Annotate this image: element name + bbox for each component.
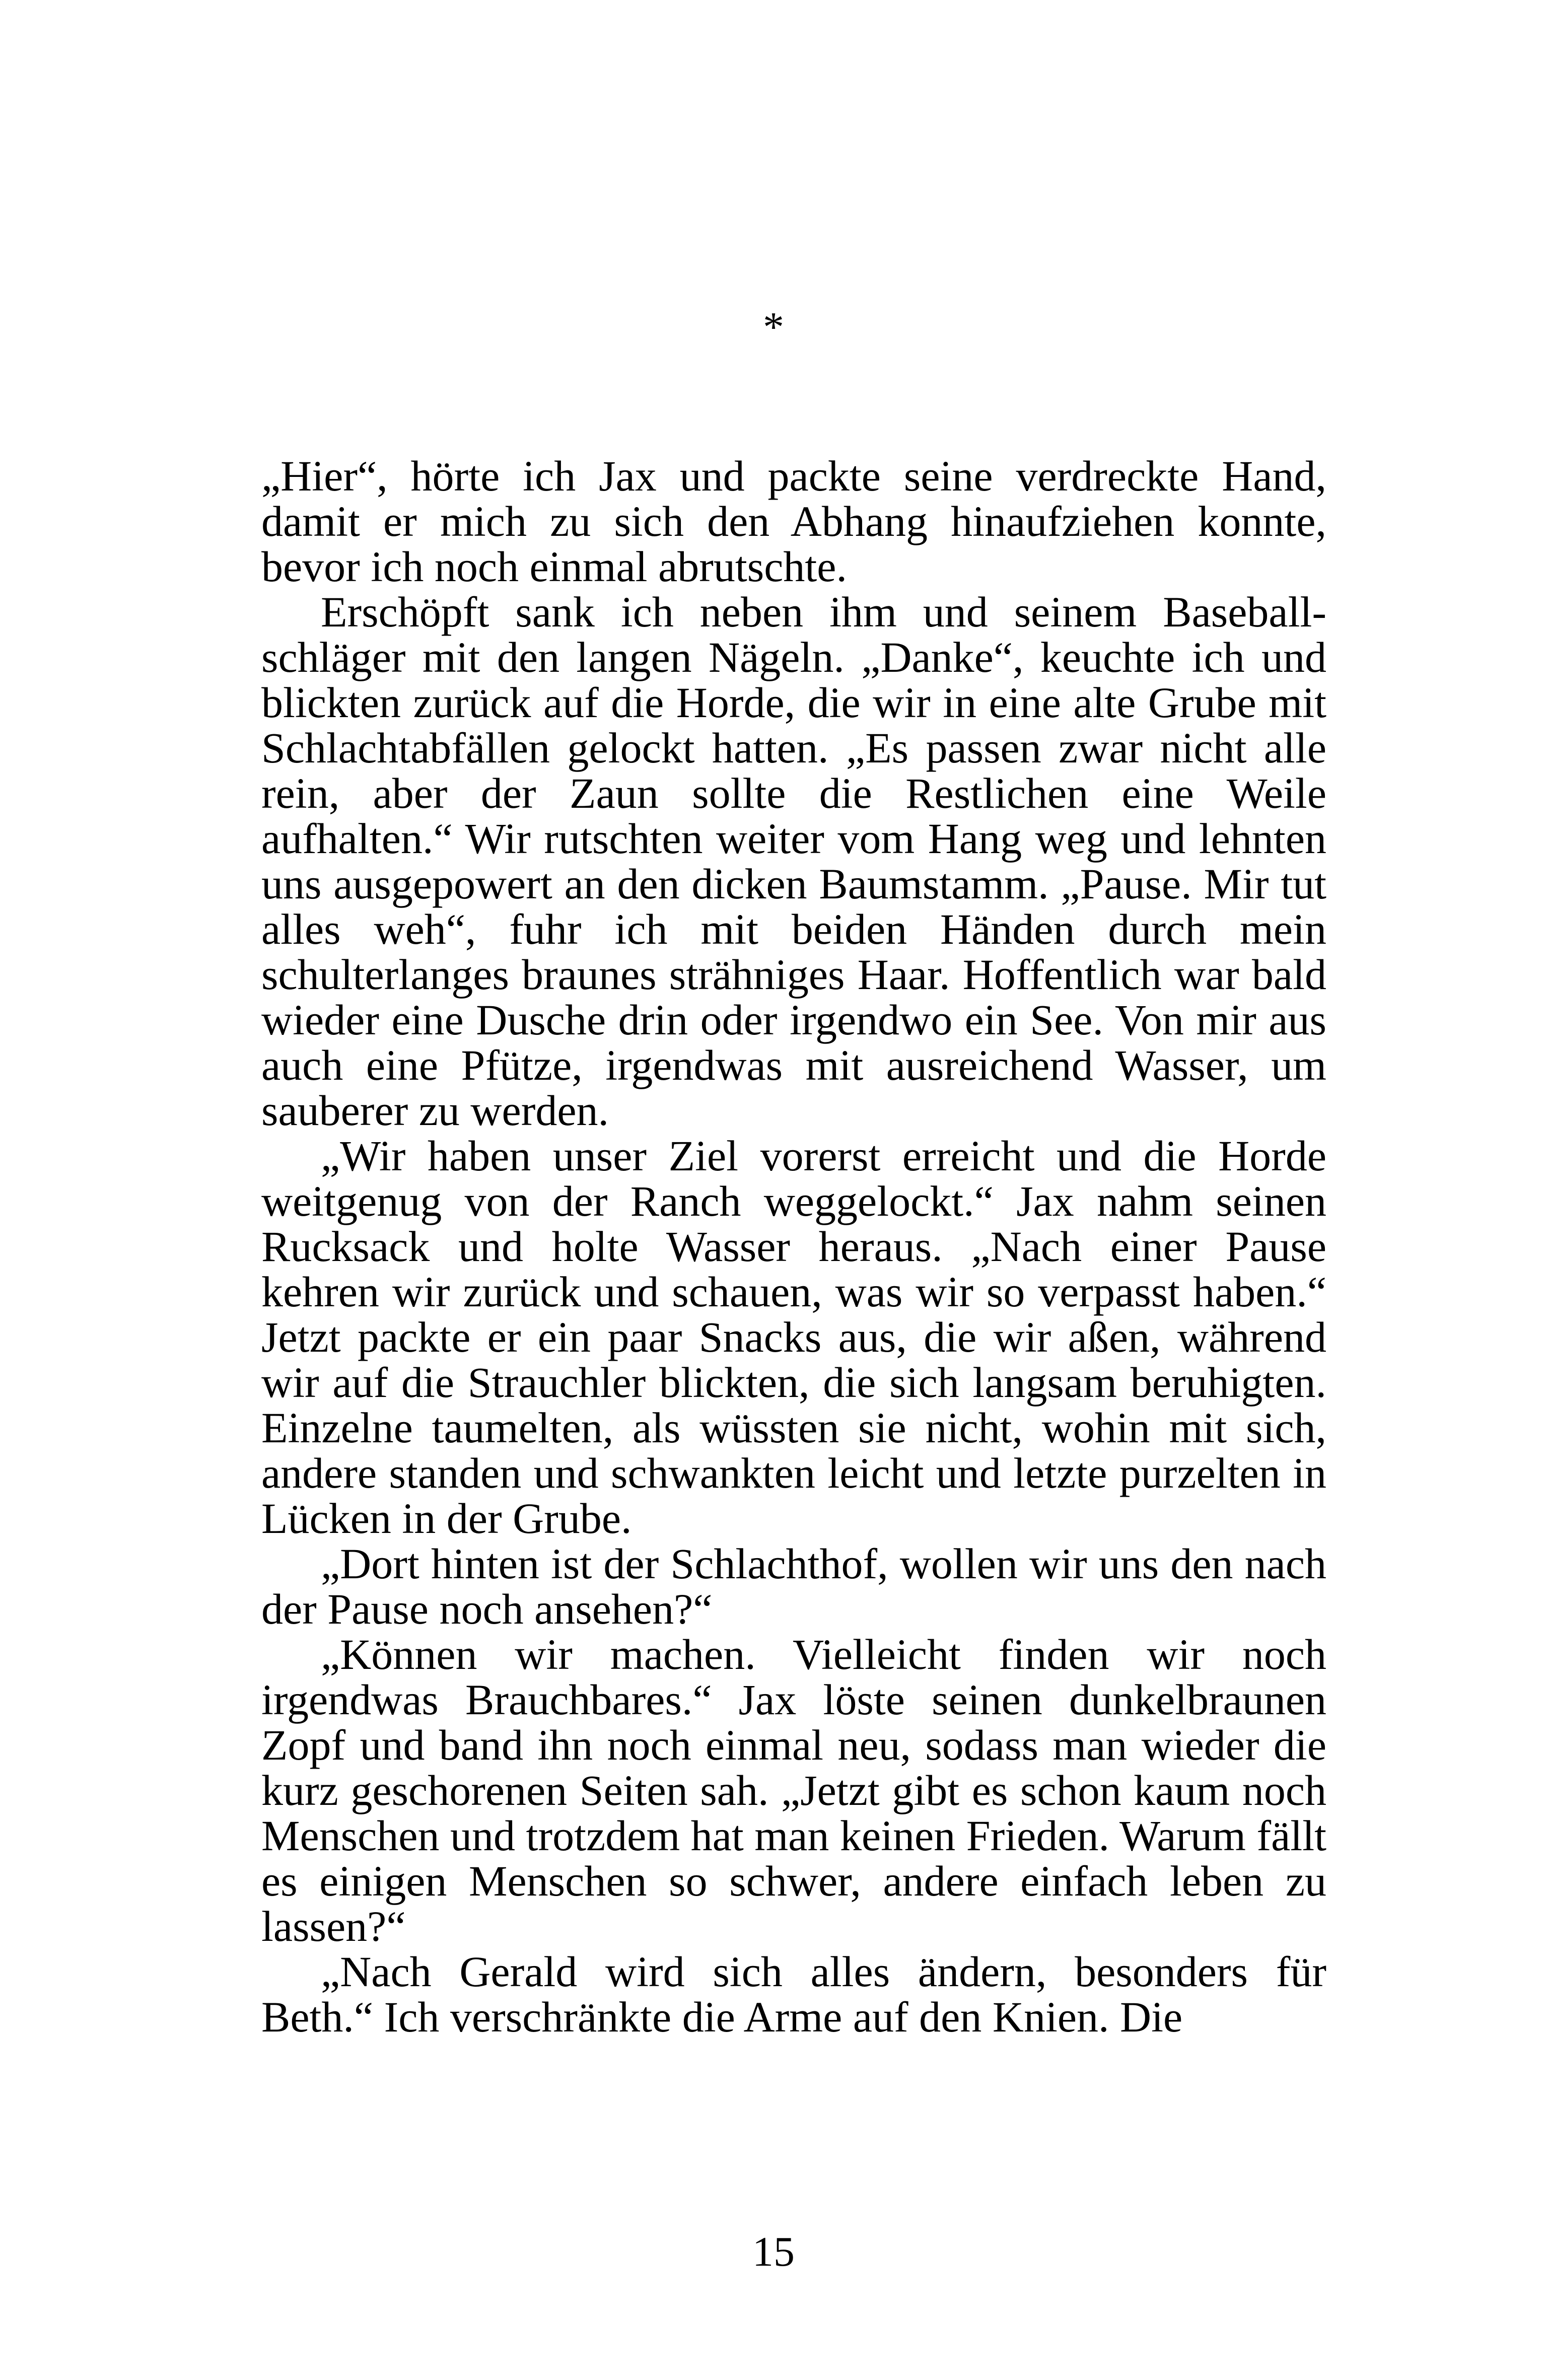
paragraph-3: „Wir haben unser Ziel vorerst erreicht und die Horde weitgenug von der Ranch weggelockt.“ Jax nahm seinen Rucksack und holte Wasser heraus. „Nach einer Pause kehren wir zurück und schauen, was wir so verpasst haben.“ Jetzt packte er ein paar Snacks aus, die wir aßen, während wir auf die Strauchler blickten, die sich langsam beruhigten. Einzelne taumelten, als wüssten sie nicht, wohin mit sich, andere standen und schwankten leicht und letzte purzelten in Lücken in der Grube. (261, 1132, 1326, 1543)
paragraph-5: „Können wir machen. Vielleicht finden wir noch irgendwas Brauchbares.“ Jax löste seinen dunkelbraunen Zopf und band ihn noch einmal neu, sodass man wieder die kurz geschorenen Seiten sah. „Jetzt gibt es schon kaum noch Menschen und trotzdem hat man keinen Frieden. Warum fällt es einigen Menschen so schwer, andere einfach leben zu lassen?“ (261, 1630, 1326, 1950)
paragraph-1: „Hier“, hörte ich Jax und packte seine verdreckte Hand, damit er mich zu sich den Abhang hinaufziehen konnte, bevor ich noch einmal abrutschte. (261, 452, 1326, 591)
paragraph-2: Erschöpft sank ich neben ihm und seinem Baseballschläger mit den langen Nägeln. „Danke“, keuchte ich und blickten zurück auf die Horde, die wir in eine alte Grube mit Schlachtabfällen gelockt hatten. „Es passen zwar nicht alle rein, aber der Zaun sollte die Restlichen eine Weile aufhalten.“ Wir rutschten weiter vom Hang weg und lehnten uns ausgepowert an den dicken Baumstamm. „Pause. Mir tut alles weh“, fuhr ich mit beiden Händen durch mein schulterlanges braunes strähniges Haar. Hoffentlich war bald wieder eine Dusche drin oder irgendwo ein See. Von mir aus auch eine Pfütze, irgendwas mit ausreichend Wasser, um sauberer zu werden. (261, 588, 1326, 1135)
scene-break-asterisk: * (763, 304, 784, 351)
paragraph-4: „Dort hinten ist der Schlachthof, wollen wir uns den nach der Pause noch ansehen?“ (261, 1539, 1326, 1633)
page-number: 15 (752, 2228, 795, 2275)
paragraph-6: „Nach Gerald wird sich alles ändern, besonders für Beth.“ Ich verschränkte die Arme auf den Knien. Die (261, 1947, 1326, 2041)
body-text (261, 453, 1326, 2040)
